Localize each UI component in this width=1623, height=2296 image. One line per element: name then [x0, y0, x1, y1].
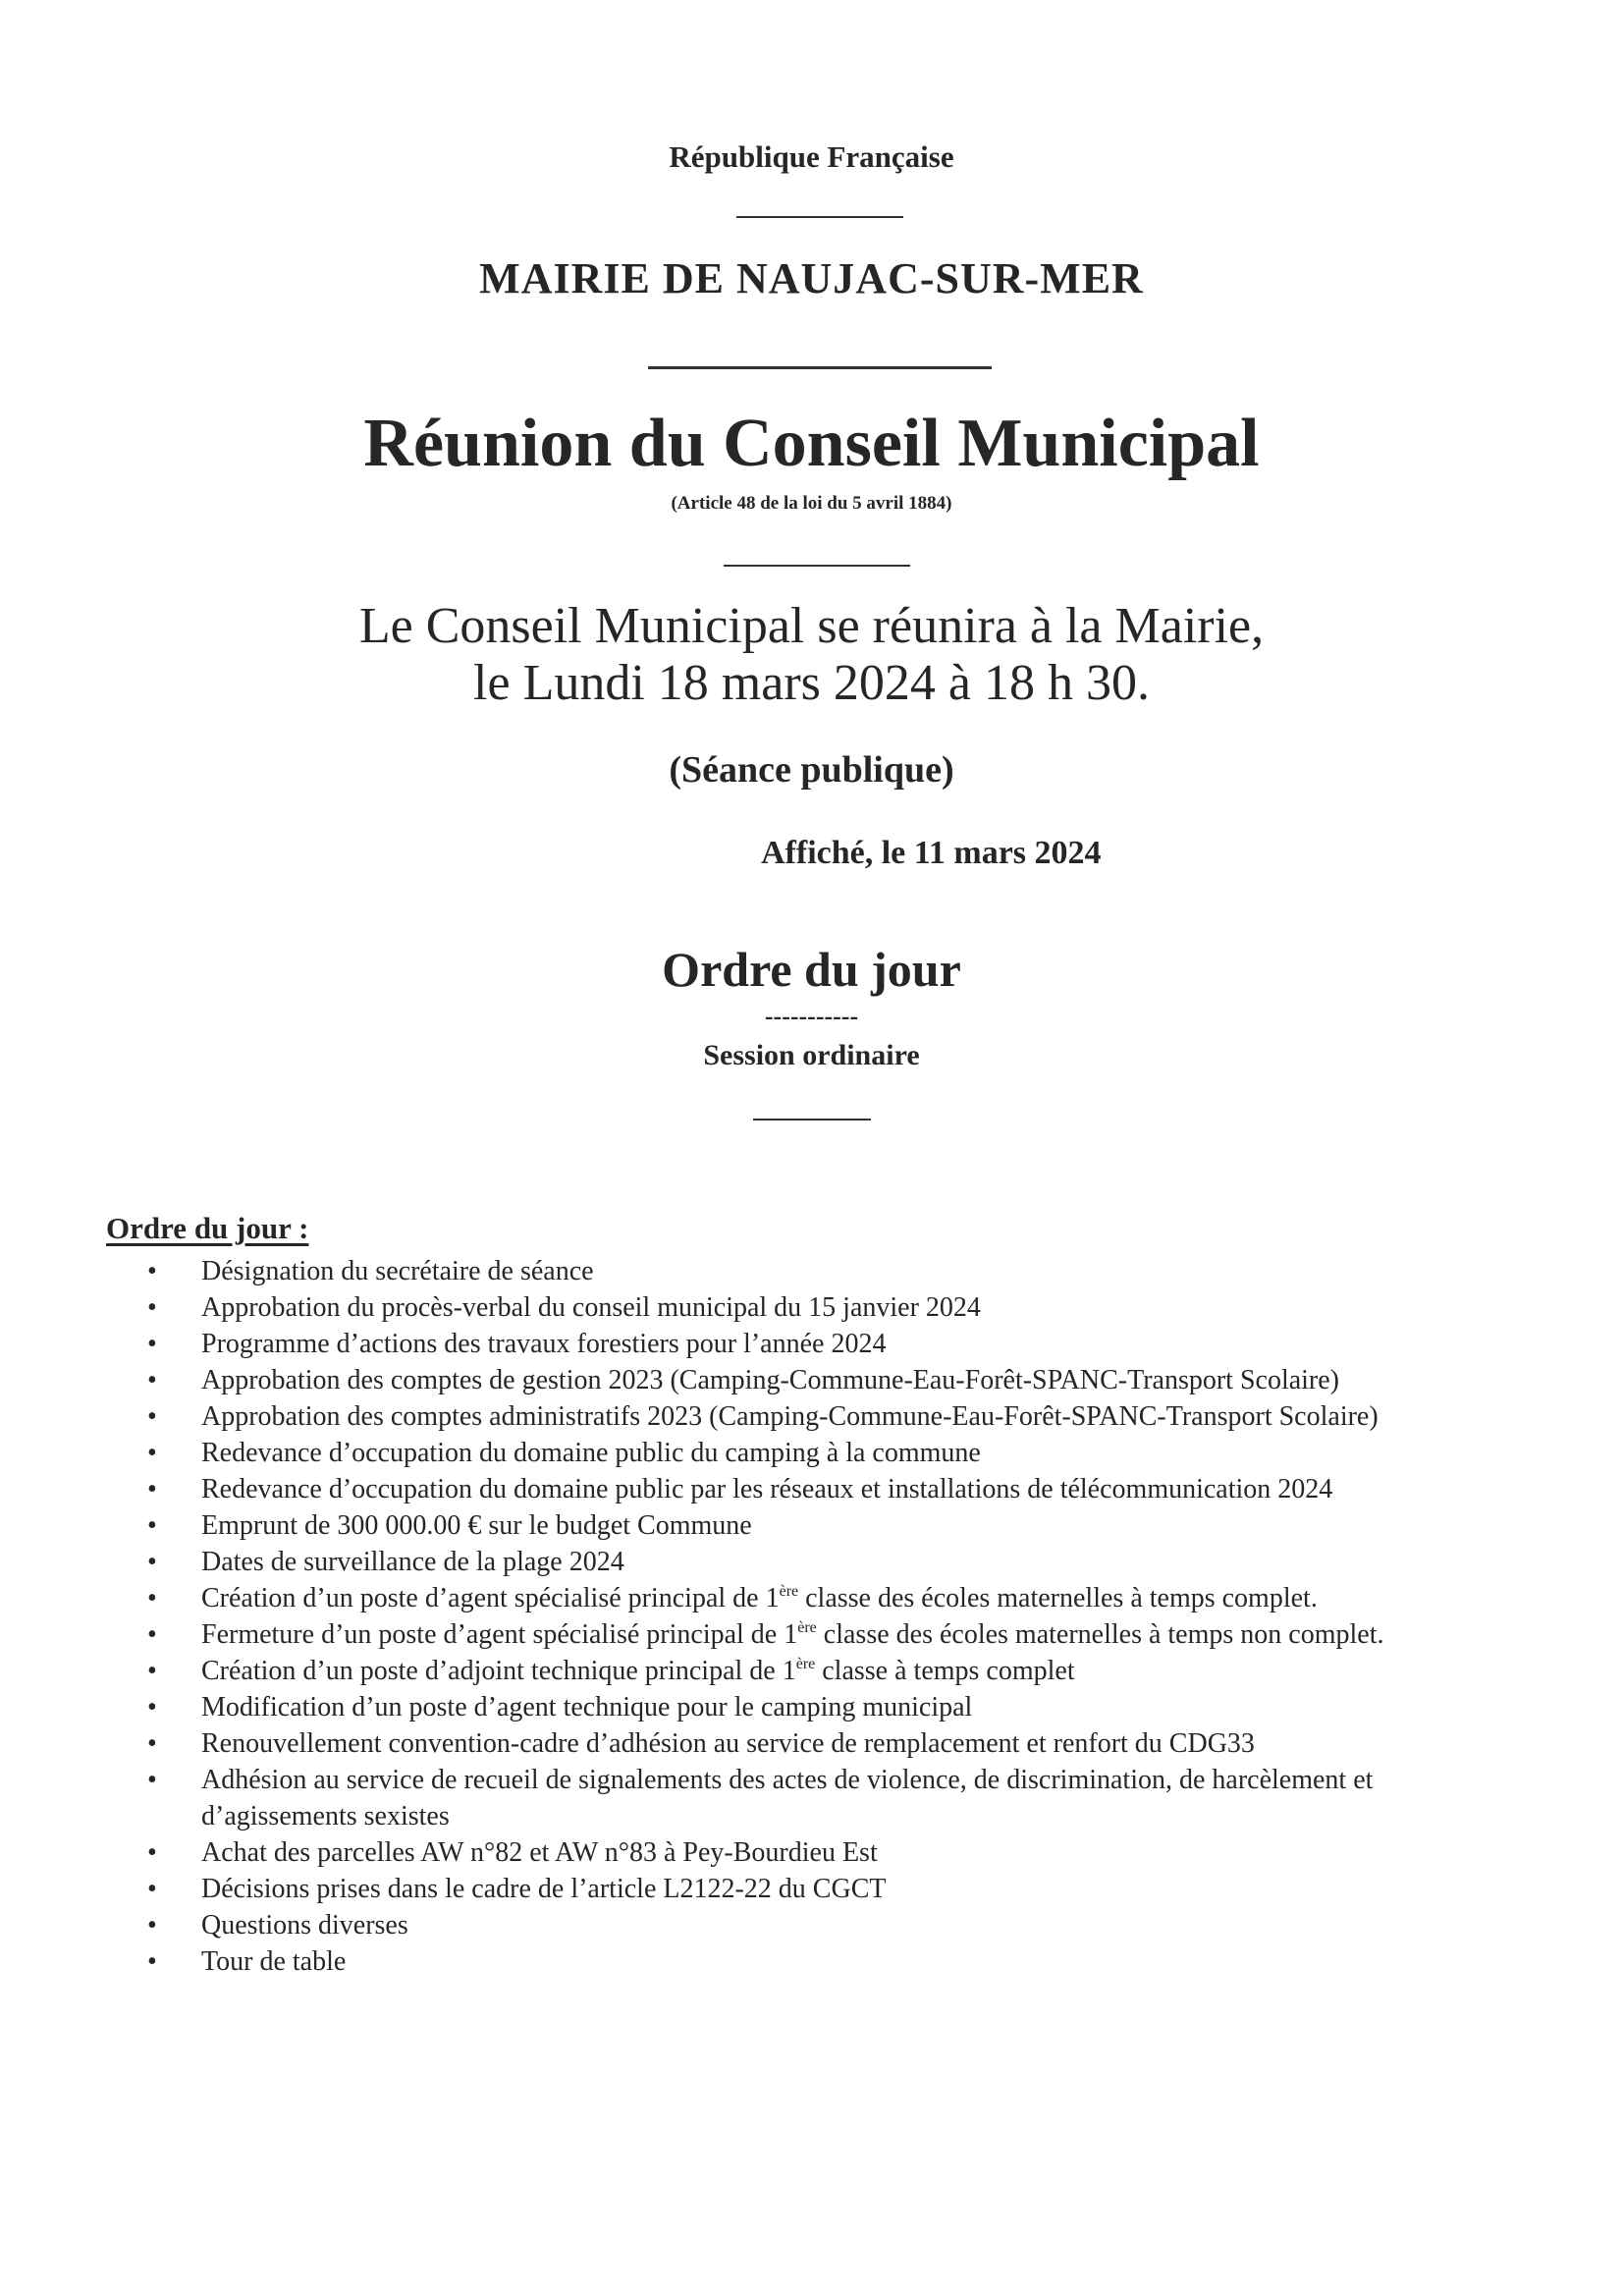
agenda-item: • Approbation du procès-verbal du conseil municipal du 15 janvier 2024: [147, 1289, 1522, 1326]
meeting-location: Le Conseil Municipal se réunira à la Mairie,: [358, 598, 1265, 654]
divider-3: [724, 565, 910, 567]
agenda-list: [147, 1253, 1522, 1980]
agenda-item: • Approbation des comptes de gestion 2023 (Camping-Commune-Eau-Forêt-SPANC-Transport Scolaire): [147, 1362, 1522, 1398]
agenda-item: • Adhésion au service de recueil de signalements des actes de violence, de discrimination, de harcèlement et d’agissements sexistes: [147, 1762, 1522, 1834]
divider-4: [753, 1119, 871, 1121]
dashed-divider: -----------: [764, 1002, 859, 1030]
divider-2: [648, 366, 992, 369]
agenda-item-text: classe à temps complet: [815, 1656, 1075, 1686]
agenda-item: • Questions diverses: [147, 1907, 1522, 1943]
agenda-item: • Décisions prises dans le cadre de l’article L2122-22 du CGCT: [147, 1871, 1522, 1907]
meeting-date: le Lundi 18 mars 2024 à 18 h 30.: [473, 655, 1150, 711]
agenda-item: [147, 1616, 1522, 1653]
agenda-item: • Redevance d’occupation du domaine public par les réseaux et installations de télécommunication 2024: [147, 1471, 1522, 1507]
agenda-item-text: classe des écoles maternelles à temps complet.: [798, 1583, 1318, 1613]
agenda-item: • Achat des parcelles AW n°82 et AW n°83 à Pey-Bourdieu Est: [147, 1834, 1522, 1871]
agenda-item: [147, 1580, 1522, 1616]
posting-date: Affiché, le 11 mars 2024: [761, 835, 1102, 871]
agenda-item-text: classe des écoles maternelles à temps non complet.: [816, 1619, 1384, 1650]
agenda-item: • Emprunt de 300 000.00 € sur le budget Commune: [147, 1507, 1522, 1544]
article-reference: (Article 48 de la loi du 5 avril 1884): [671, 493, 952, 514]
superscript: ère: [779, 1582, 799, 1600]
agenda-item: [147, 1653, 1522, 1689]
agenda-heading: Ordre du jour :: [106, 1211, 309, 1245]
agenda-item: • Programme d’actions des travaux forestiers pour l’année 2024: [147, 1326, 1522, 1362]
agenda-item: • Dates de surveillance de la plage 2024: [147, 1544, 1522, 1580]
agenda-item: • Modification d’un poste d’agent technique pour le camping municipal: [147, 1689, 1522, 1725]
page-title: Réunion du Conseil Municipal: [363, 406, 1260, 481]
agenda-item-text: Création d’un poste d’agent spécialisé principal de 1: [201, 1583, 780, 1613]
agenda-item-text: Création d’un poste d’adjoint technique principal de 1: [201, 1656, 796, 1686]
seance-type: (Séance publique): [669, 749, 954, 791]
session-type: Session ordinaire: [703, 1039, 920, 1071]
divider-1: [736, 216, 903, 218]
mairie-heading: MAIRIE DE NAUJAC-SUR-MER: [479, 254, 1144, 302]
ordre-du-jour-title: Ordre du jour: [662, 942, 961, 997]
superscript: ère: [797, 1618, 817, 1636]
republique-francaise-heading: République Française: [669, 139, 954, 174]
agenda-item: • Désignation du secrétaire de séance: [147, 1253, 1522, 1289]
agenda-item: • Redevance d’occupation du domaine public du camping à la commune: [147, 1435, 1522, 1471]
agenda-item-text: Fermeture d’un poste d’agent spécialisé principal de 1: [201, 1619, 798, 1650]
agenda-item: • Approbation des comptes administratifs 2023 (Camping-Commune-Eau-Forêt-SPANC-Transport Scolaire): [147, 1398, 1522, 1435]
agenda-item: • Tour de table: [147, 1943, 1522, 1980]
agenda-item: • Renouvellement convention-cadre d’adhésion au service de remplacement et renfort du CDG33: [147, 1725, 1522, 1762]
superscript: ère: [795, 1655, 816, 1672]
